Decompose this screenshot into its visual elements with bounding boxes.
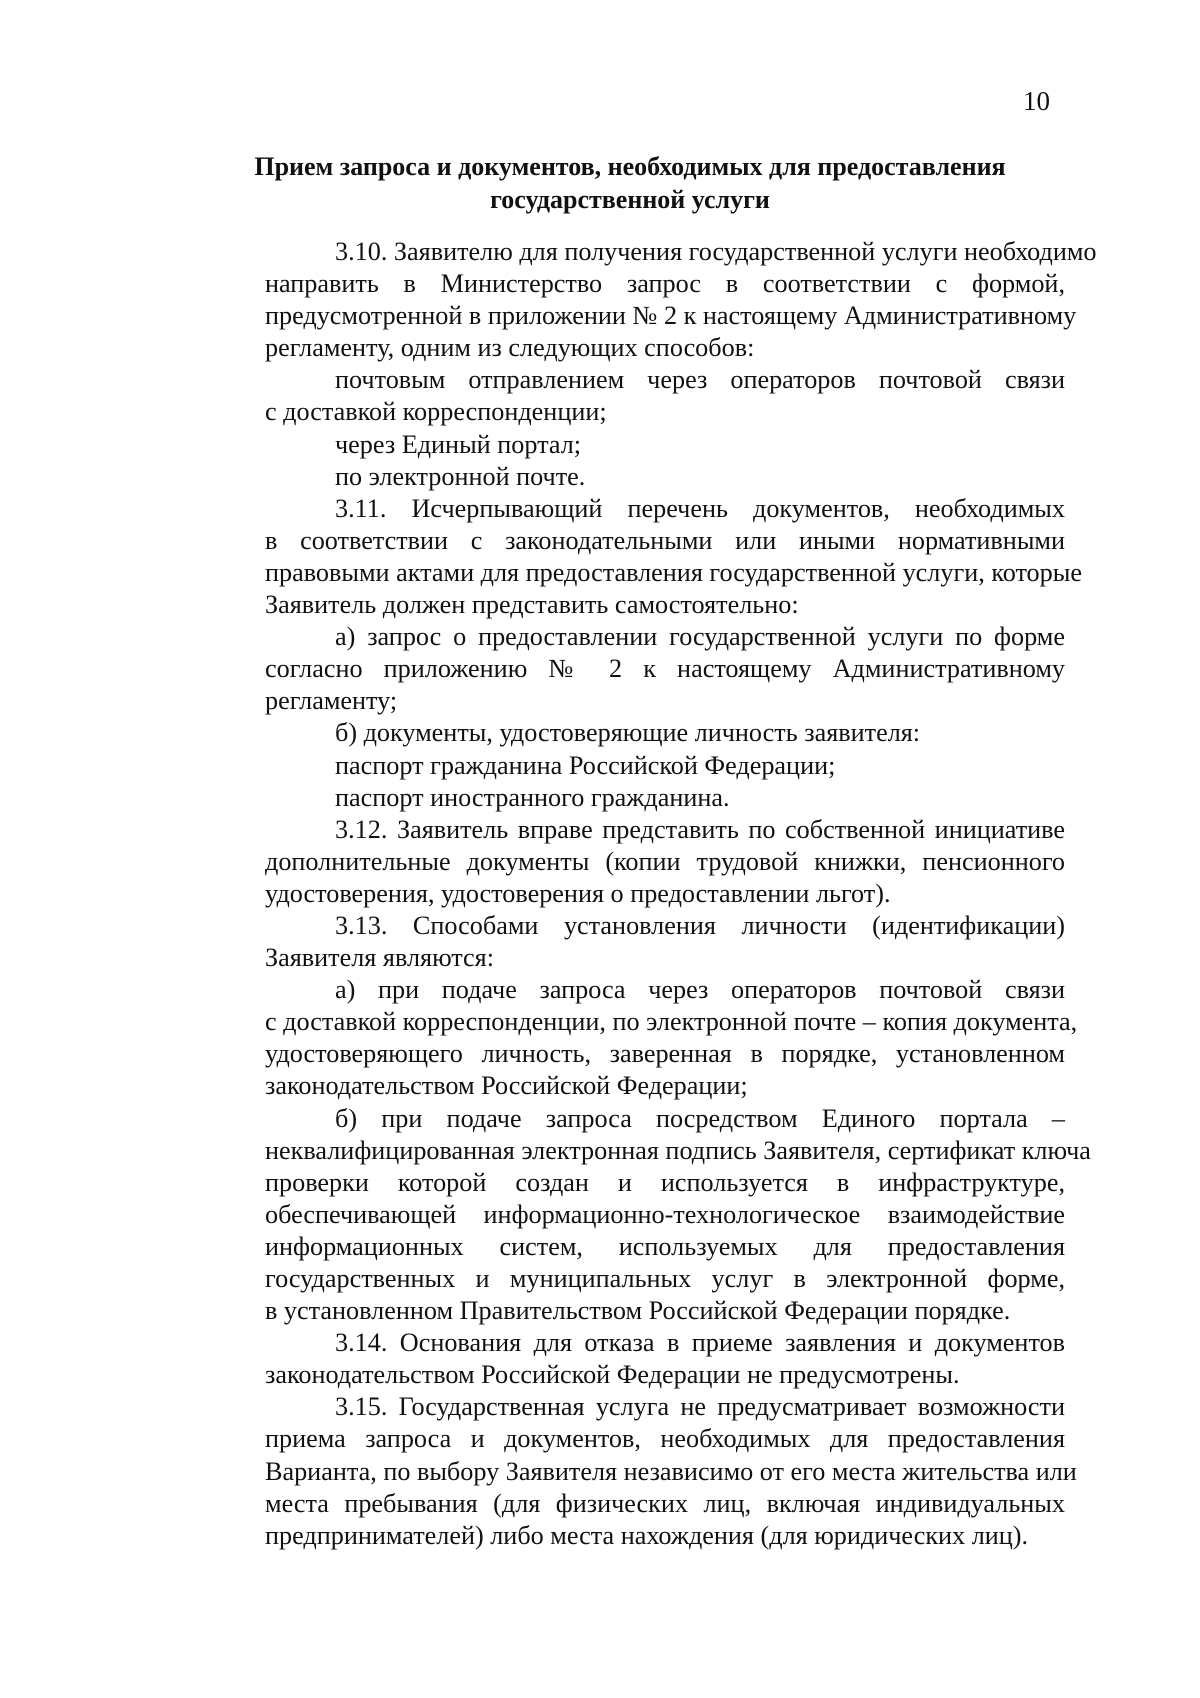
paragraph-line: предпринимателей) либо места нахождения (для юридических лиц). bbox=[265, 1520, 1029, 1550]
section-heading-line: государственной услуги bbox=[490, 185, 770, 214]
paragraph-line: согласно приложению № 2 к настоящему Административному bbox=[265, 654, 1065, 684]
paragraph bbox=[195, 1327, 1065, 1391]
paragraph-line: удостоверяющего личность, заверенная в порядке, установленном bbox=[265, 1039, 1065, 1069]
paragraph-line: государственных и муниципальных услуг в электронной форме, bbox=[265, 1264, 1065, 1293]
paragraph-line: по электронной почте. bbox=[335, 461, 586, 491]
paragraph-line: в соответствии с законодательными или иными нормативными bbox=[265, 525, 1065, 555]
paragraph bbox=[195, 910, 1065, 974]
paragraph-line: 3.12. Заявитель вправе представить по собственной инициативе bbox=[335, 814, 1065, 844]
paragraph bbox=[195, 493, 1082, 621]
document-body bbox=[195, 236, 1097, 1552]
paragraph-line: Заявителя являются: bbox=[265, 943, 494, 973]
paragraph-line: 3.13. Способами установления личности (идентификации) bbox=[335, 910, 1065, 940]
paragraph-line: места пребывания (для физических лиц, включая индивидуальных bbox=[265, 1488, 1065, 1518]
paragraph-line: 3.10. Заявителю для получения государственной услуги необходимо bbox=[335, 237, 1097, 266]
paragraph bbox=[195, 621, 1065, 717]
section-heading bbox=[195, 150, 1065, 216]
paragraph bbox=[195, 236, 1097, 364]
paragraph bbox=[195, 750, 1065, 782]
paragraph-line: паспорт гражданина Российской Федерации; bbox=[335, 750, 836, 780]
paragraph bbox=[195, 1103, 1091, 1328]
paragraph-line: Варианта, по выбору Заявителя независимо от его места жительства или bbox=[265, 1456, 1077, 1486]
paragraph-line: направить в Министерство запрос в соответствии с формой, bbox=[265, 269, 1065, 299]
paragraph bbox=[195, 364, 1065, 428]
paragraph bbox=[195, 429, 1065, 461]
paragraph-line: обеспечивающей информационно-технологическое взаимодействие bbox=[265, 1199, 1065, 1229]
paragraph-line: Заявитель должен представить самостоятельно: bbox=[265, 590, 799, 620]
paragraph-line: паспорт иностранного гражданина. bbox=[335, 782, 730, 812]
paragraph bbox=[195, 782, 1065, 814]
paragraph-line: дополнительные документы (копии трудовой книжки, пенсионного bbox=[265, 846, 1065, 876]
paragraph bbox=[195, 461, 1065, 493]
paragraph bbox=[195, 717, 1065, 749]
paragraph-line: а) запрос о предоставлении государственной услуги по форме bbox=[335, 622, 1065, 652]
paragraph-line: регламенту, одним из следующих способов: bbox=[265, 333, 755, 363]
paragraph-line: законодательством Российской Федерации не предусмотрены. bbox=[265, 1360, 960, 1390]
paragraph bbox=[195, 974, 1078, 1102]
paragraph-line: удостоверения, удостоверения о предоставлении льгот). bbox=[265, 878, 891, 908]
paragraph-line: проверки которой создан и используется в инфраструктуре, bbox=[265, 1167, 1065, 1197]
paragraph-line: 3.11. Исчерпывающий перечень документов, необходимых bbox=[335, 493, 1065, 523]
paragraph-line: а) при подаче запроса через операторов почтовой связи bbox=[335, 975, 1065, 1005]
paragraph bbox=[195, 1391, 1077, 1551]
paragraph-line: с доставкой корреспонденции; bbox=[265, 397, 607, 427]
paragraph-line: законодательством Российской Федерации; bbox=[265, 1071, 748, 1101]
paragraph-line: информационных систем, используемых для предоставления bbox=[265, 1231, 1065, 1261]
paragraph-line: предусмотренной в приложении № 2 к настоящему Административному bbox=[265, 301, 1077, 331]
paragraph-line: правовыми актами для предоставления государственной услуги, которые bbox=[265, 557, 1082, 587]
paragraph-line: через Единый портал; bbox=[335, 429, 582, 459]
paragraph-line: 3.15. Государственная услуга не предусматривает возможности bbox=[335, 1392, 1065, 1422]
paragraph-line: с доставкой корреспонденции, по электронной почте – копия документа, bbox=[265, 1007, 1078, 1037]
paragraph-line: регламенту; bbox=[265, 686, 398, 716]
paragraph-line: почтовым отправлением через операторов почтовой связи bbox=[335, 365, 1065, 395]
paragraph-line: приема запроса и документов, необходимых для предоставления bbox=[265, 1424, 1065, 1454]
paragraph-line: 3.14. Основания для отказа в приеме заявления и документов bbox=[335, 1328, 1065, 1358]
paragraph-line: неквалифицированная электронная подпись Заявителя, сертификат ключа bbox=[265, 1135, 1091, 1165]
paragraph bbox=[195, 814, 1065, 910]
page-number: 10 bbox=[1023, 86, 1050, 116]
section-heading-line: Прием запроса и документов, необходимых для предоставления bbox=[254, 152, 1006, 181]
paragraph-line: б) при подаче запроса посредством Единого портала – bbox=[335, 1103, 1065, 1133]
paragraph-line: в установленном Правительством Российской Федерации порядке. bbox=[265, 1296, 1011, 1326]
paragraph-line: б) документы, удостоверяющие личность заявителя: bbox=[335, 718, 921, 748]
